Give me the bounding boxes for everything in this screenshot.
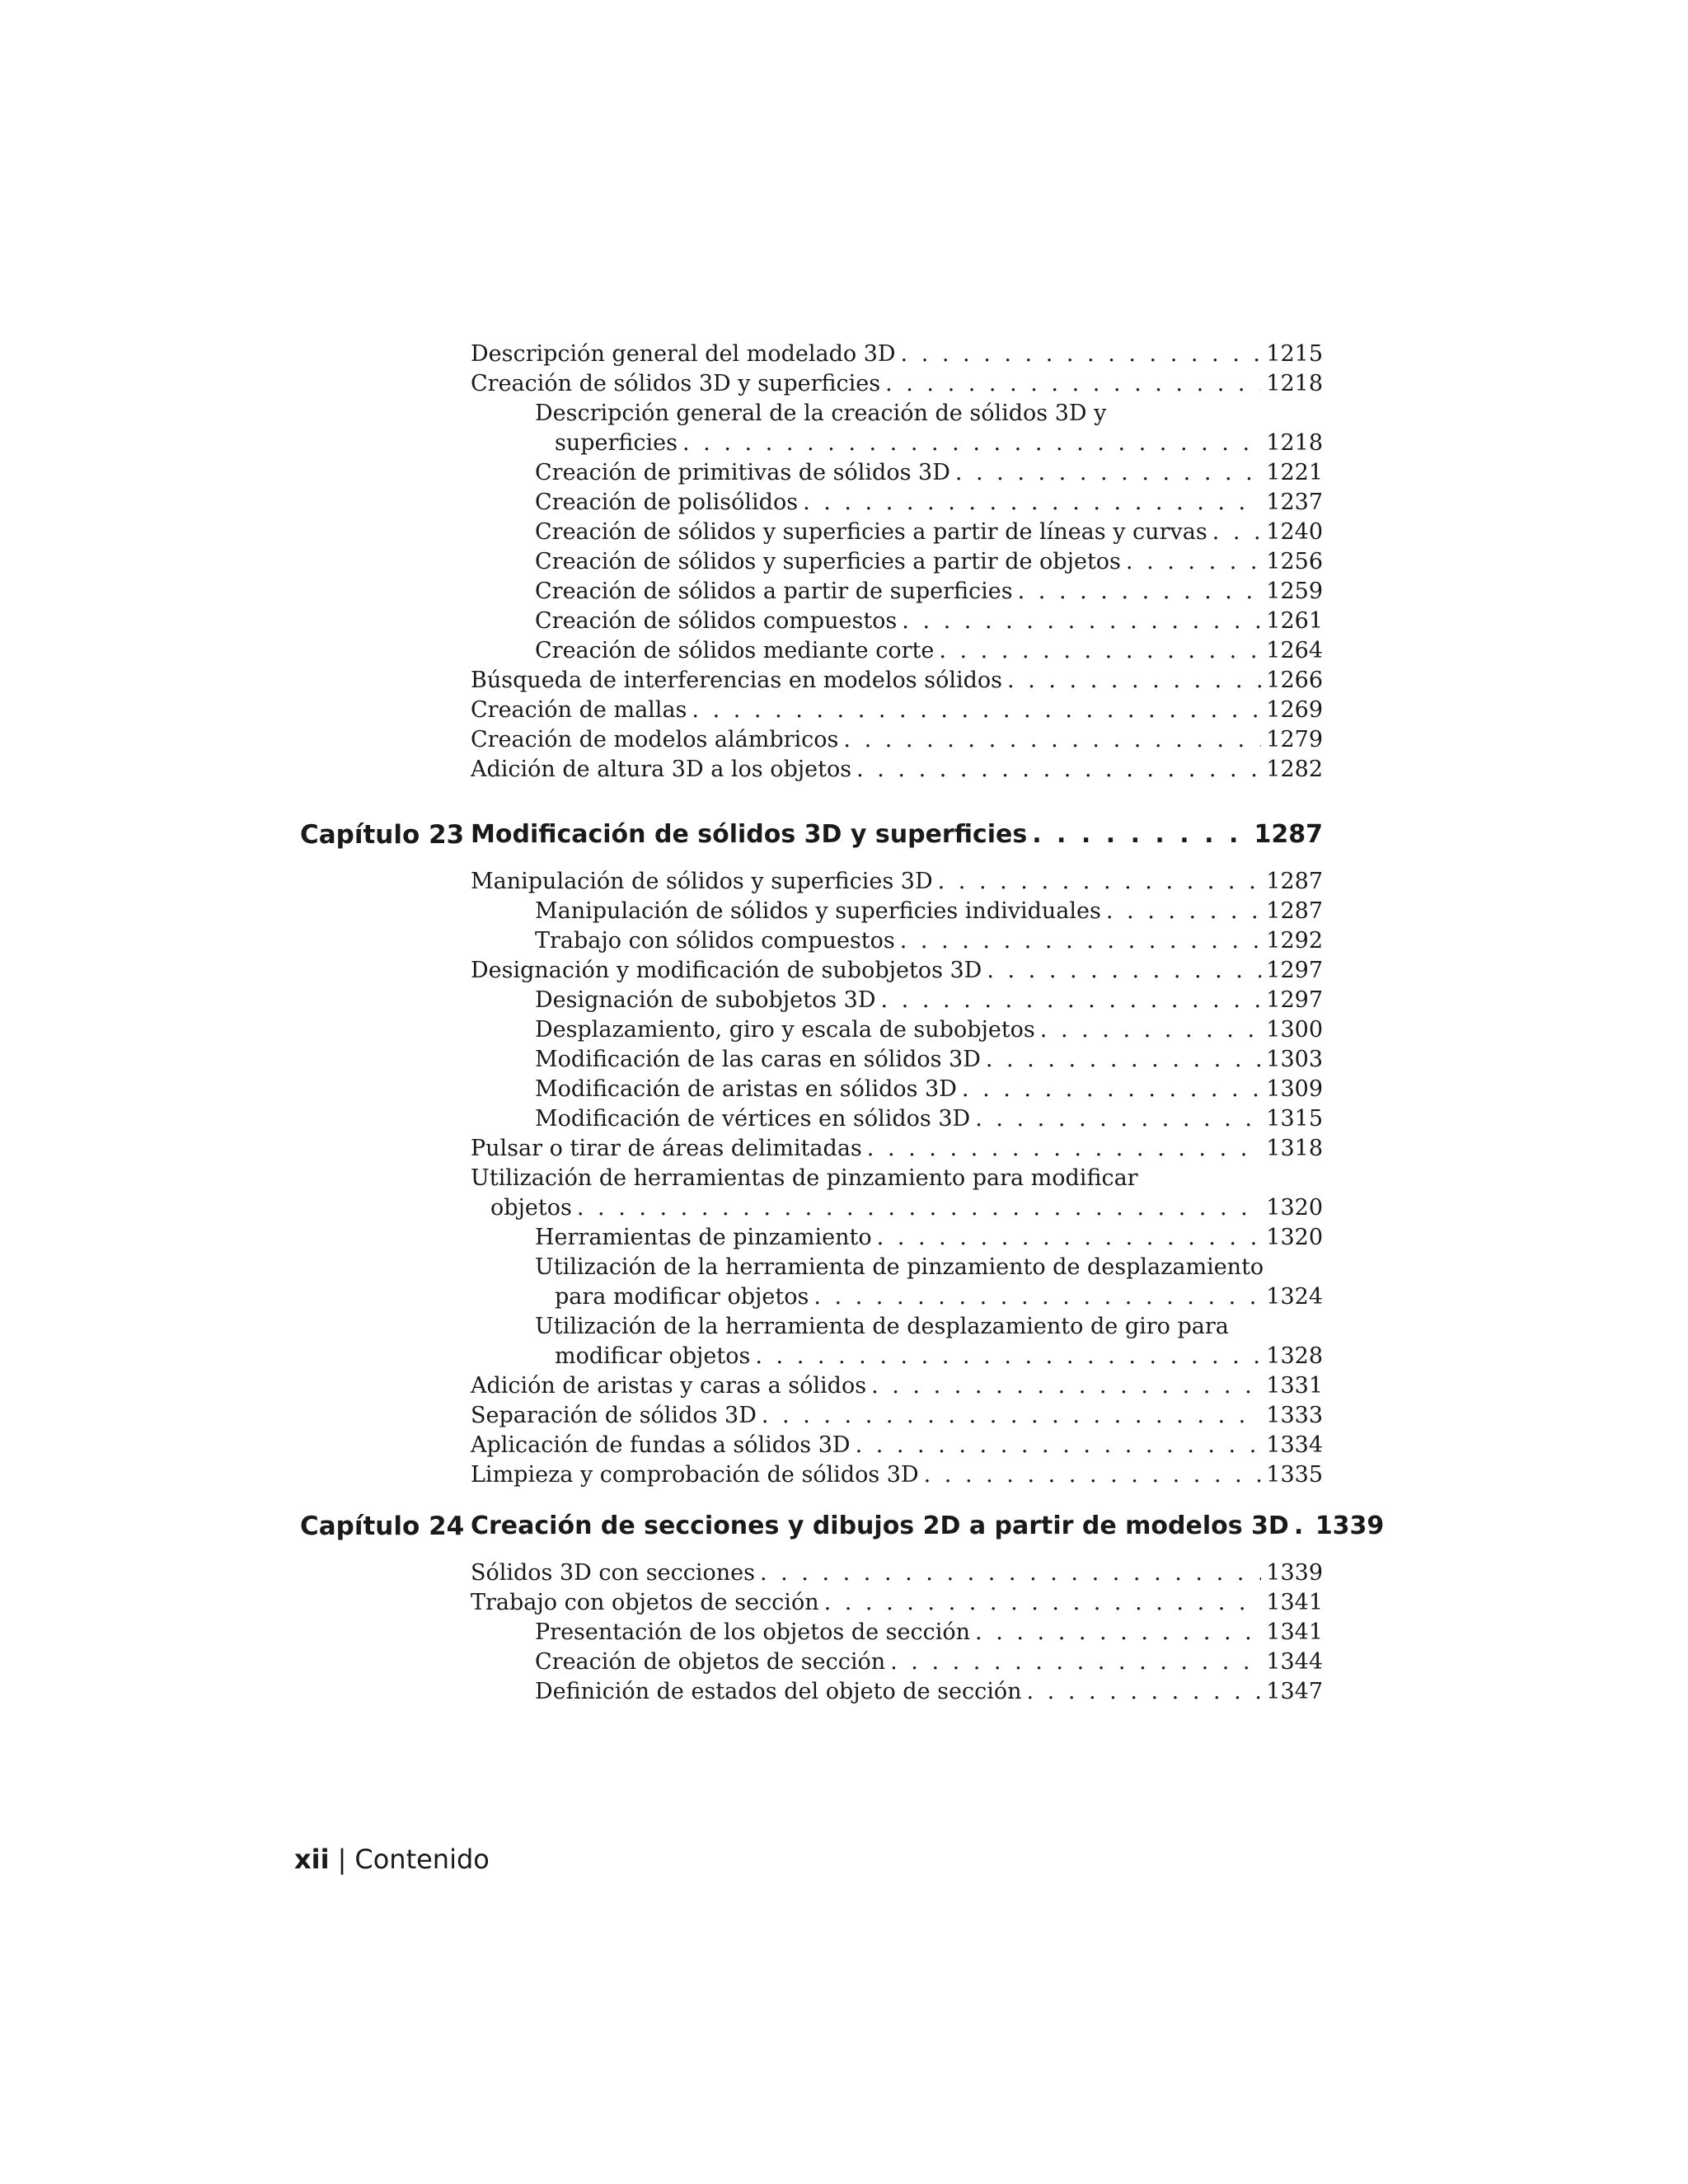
toc-entry-title: Desplazamiento, giro y escala de subobjetos: [535, 1017, 1035, 1043]
toc-entry-title: Presentación de los objetos de sección: [535, 1619, 971, 1645]
toc-entry: [0, 1223, 1688, 1253]
toc-entry: [0, 458, 1688, 488]
dot-leader: [760, 1558, 1261, 1588]
toc-entry-title: Trabajo con sólidos compuestos: [535, 928, 895, 954]
dot-leader: [975, 1104, 1261, 1134]
dot-leader: [867, 1134, 1262, 1164]
dot-leader: [900, 926, 1262, 956]
toc-entry: [0, 1075, 1688, 1104]
toc-entry-title: Creación de sólidos mediante corte: [535, 638, 935, 663]
dot-leader: [902, 607, 1261, 636]
toc-entry-title: Creación de polisólidos: [535, 490, 799, 515]
toc-entry: [0, 1647, 1688, 1677]
toc-entry-page-number: 1320: [1266, 1195, 1323, 1221]
toc-entry: [0, 1558, 1688, 1588]
dot-leader: [901, 340, 1262, 369]
toc-entry-title: Separación de sólidos 3D: [471, 1403, 757, 1428]
dot-leader: [890, 1647, 1261, 1677]
toc-entry: [0, 666, 1688, 696]
toc-entry: [0, 1618, 1688, 1647]
toc-entry-title: Adición de aristas y caras a sólidos: [471, 1373, 867, 1399]
toc-entry-page-number: 1335: [1266, 1462, 1323, 1488]
footer-separator: |: [337, 1844, 347, 1875]
toc-entry: [0, 636, 1688, 666]
chapter-heading: [0, 1507, 1688, 1558]
dot-leader: [824, 1588, 1262, 1618]
toc-entry-title: Adición de altura 3D a los objetos: [471, 757, 852, 782]
toc-entry: [0, 1677, 1688, 1707]
toc-entry: [0, 926, 1688, 956]
toc-entry-title: Utilización de la herramienta de pinzamiento de desplazamiento: [535, 1254, 1264, 1280]
toc-entry: [0, 1104, 1688, 1134]
toc-entry: [0, 1401, 1688, 1431]
toc-entry-page-number: 1300: [1266, 1017, 1323, 1043]
toc-entry: [0, 488, 1688, 518]
chapter-entries: [0, 1558, 1688, 1707]
dot-leader: [986, 1045, 1261, 1075]
toc-entry-title: Creación de mallas: [471, 697, 687, 723]
toc-entry: [0, 1134, 1688, 1164]
toc-entry-title: Pulsar o tirar de áreas delimitadas: [471, 1136, 862, 1161]
toc-entry-title: Modificación de vértices en sólidos 3D: [535, 1106, 971, 1132]
toc-entry-title: Designación de subobjetos 3D: [535, 987, 876, 1013]
toc-entry-page-number: 1315: [1266, 1106, 1323, 1132]
toc-entry-title: Búsqueda de interferencias en modelos sólidos: [471, 668, 1003, 693]
dot-leader: [1027, 1677, 1262, 1707]
dot-leader: [924, 1460, 1262, 1490]
toc-entry-title: Manipulación de sólidos y superficies individuales: [535, 898, 1101, 924]
toc-entry-page-number: 1279: [1266, 727, 1323, 752]
toc-entry-page-number: 1339: [1266, 1560, 1323, 1586]
toc-entry-page-number: 1331: [1266, 1373, 1323, 1399]
toc-entry-title: Creación de objetos de sección: [535, 1649, 886, 1675]
toc-entry-page-number: 1297: [1266, 987, 1323, 1013]
chapter-entries: [0, 867, 1688, 1490]
toc-entry-title: Utilización de herramientas de pinzamiento para modificar: [471, 1165, 1138, 1191]
toc-entry: [0, 1431, 1688, 1460]
dot-leader: [962, 1075, 1261, 1104]
footer-section-title: Contenido: [354, 1844, 490, 1875]
dot-leader: [1212, 518, 1262, 547]
toc-entry-page-number: 1318: [1266, 1136, 1323, 1161]
toc-entry-page-number: 1240: [1266, 519, 1323, 545]
toc-entry-page-number: 1297: [1266, 958, 1323, 983]
toc-entry: [0, 1312, 1688, 1371]
toc-entry-title: Aplicación de fundas a sólidos 3D: [471, 1432, 851, 1458]
toc-entry-page-number: 1303: [1266, 1047, 1323, 1072]
dot-leader: [1032, 816, 1249, 854]
toc-entry-page-number: 1237: [1266, 490, 1323, 515]
toc-section-continued: [0, 340, 1688, 785]
toc-entry-title: Definición de estados del objeto de sección: [535, 1679, 1022, 1704]
dot-leader: [762, 1401, 1261, 1431]
toc-entry-title: Creación de sólidos compuestos: [535, 608, 898, 634]
toc-entry: [0, 1253, 1688, 1312]
toc-entry-page-number: 1215: [1266, 341, 1323, 367]
dot-leader: [814, 1282, 1261, 1312]
dot-leader: [682, 429, 1261, 458]
toc-entry-title: Limpieza y comprobación de sólidos 3D: [471, 1462, 919, 1488]
toc-chapter-24: [0, 1507, 1688, 1707]
toc-entry-title: Modificación de las caras en sólidos 3D: [535, 1047, 981, 1072]
dot-leader: [938, 867, 1262, 897]
toc-entry-page-number: 1261: [1266, 608, 1323, 634]
toc-entry: [0, 607, 1688, 636]
toc-entry-page-number: 1334: [1266, 1432, 1323, 1458]
dot-leader: [871, 1371, 1261, 1401]
toc-entry-title: Creación de sólidos y superficies a partir de líneas y curvas: [535, 519, 1207, 545]
toc-entry: [0, 1015, 1688, 1045]
dot-leader: [877, 1223, 1262, 1253]
toc-entry: [0, 1371, 1688, 1401]
dot-leader: [955, 458, 1261, 488]
toc-entry-title: Creación de sólidos 3D y superficies: [471, 371, 881, 396]
chapter-label: Capítulo 23: [300, 820, 465, 850]
toc-entry: [0, 696, 1688, 725]
toc-entry-title: Herramientas de pinzamiento: [535, 1225, 872, 1250]
toc-entry-title: Designación y modificación de subobjetos 3D: [471, 958, 982, 983]
toc-entry-page-number: 1341: [1266, 1590, 1323, 1615]
toc-entry: [0, 518, 1688, 547]
toc-entry-page-number: 1287: [1266, 869, 1323, 894]
toc-entry-page-number: 1287: [1266, 898, 1323, 924]
dot-leader: [987, 956, 1261, 986]
toc-entry: [0, 986, 1688, 1015]
toc-entry-page-number: 1324: [1266, 1284, 1323, 1310]
toc-entry-title: Trabajo con objetos de sección: [471, 1590, 819, 1615]
dot-leader: [577, 1193, 1261, 1223]
dot-leader: [1018, 577, 1262, 607]
toc-entry: [0, 867, 1688, 897]
dot-leader: [692, 696, 1261, 725]
toc-entry-page-number: 1266: [1266, 668, 1323, 693]
dot-leader: [856, 755, 1261, 785]
toc-entry-page-number: 1256: [1266, 549, 1323, 574]
chapter-label: Capítulo 24: [300, 1511, 465, 1541]
toc-entry: [0, 1164, 1688, 1223]
dot-leader: [803, 488, 1261, 518]
toc-entry-page-number: 1264: [1266, 638, 1323, 663]
toc-entry-page-number: 1341: [1266, 1619, 1323, 1645]
chapter-page-number: 1287: [1254, 820, 1323, 849]
dot-leader: [881, 986, 1262, 1015]
toc-entry: [0, 399, 1688, 458]
toc-entry: [0, 340, 1688, 369]
chapter-title: Creación de secciones y dibujos 2D a partir de modelos 3D: [471, 1511, 1289, 1540]
chapter-title: Modificación de sólidos 3D y superficies: [471, 820, 1028, 849]
dot-leader: [1040, 1015, 1261, 1045]
dot-leader: [755, 1342, 1261, 1371]
toc-entry: [0, 577, 1688, 607]
chapter-page-number: 1339: [1315, 1511, 1385, 1540]
toc-entry-page-number: 1347: [1266, 1679, 1323, 1704]
toc-chapter-23: [0, 816, 1688, 1490]
toc-entry-page-number: 1218: [1266, 371, 1323, 396]
toc-entry: [0, 897, 1688, 926]
toc-entry-page-number: 1218: [1266, 430, 1323, 456]
dot-leader: [843, 725, 1261, 755]
toc-entry: [0, 956, 1688, 986]
toc-entry-title-continued: modificar objetos: [555, 1343, 751, 1369]
toc-entry-title: Utilización de la herramienta de desplazamiento de giro para: [535, 1314, 1229, 1339]
dot-leader: [975, 1618, 1261, 1647]
toc-entry-page-number: 1309: [1266, 1076, 1323, 1102]
toc-entry: [0, 755, 1688, 785]
dot-leader: [939, 636, 1261, 666]
page-footer: [294, 1841, 490, 1877]
toc-entry-page-number: 1344: [1266, 1649, 1323, 1675]
toc-entry-page-number: 1259: [1266, 579, 1323, 604]
toc-entry-title: Creación de primitivas de sólidos 3D: [535, 460, 950, 485]
toc-entry-title: Creación de modelos alámbricos: [471, 727, 839, 752]
dot-leader: [856, 1431, 1262, 1460]
toc-entry-page-number: 1221: [1266, 460, 1323, 485]
toc-entry-page-number: 1282: [1266, 757, 1323, 782]
toc-entry-title: Creación de sólidos a partir de superficies: [535, 579, 1013, 604]
toc-entry-title-continued: para modificar objetos: [555, 1284, 809, 1310]
toc-entry-title-continued: superficies: [555, 430, 678, 456]
toc-entry-page-number: 1269: [1266, 697, 1323, 723]
dot-leader: [1294, 1507, 1311, 1545]
dot-leader: [1007, 666, 1261, 696]
toc-entry-title: Sólidos 3D con secciones: [471, 1560, 755, 1586]
toc-entry-page-number: 1320: [1266, 1225, 1323, 1250]
dot-leader: [885, 369, 1261, 399]
toc-entry: [0, 1045, 1688, 1075]
toc-entry: [0, 725, 1688, 755]
toc-entry-title: Descripción general del modelado 3D: [471, 341, 896, 367]
toc-entry: [0, 547, 1688, 577]
toc-entry-title: Manipulación de sólidos y superficies 3D: [471, 869, 933, 894]
chapter-heading: [0, 816, 1688, 867]
page-number: xii: [294, 1844, 330, 1875]
toc-entry: [0, 369, 1688, 399]
dot-leader: [1106, 897, 1261, 926]
toc-entry: [0, 1588, 1688, 1618]
toc-entry-page-number: 1333: [1266, 1403, 1323, 1428]
toc-entry-title: Modificación de aristas en sólidos 3D: [535, 1076, 957, 1102]
toc-entry-title-continued: objetos: [490, 1195, 572, 1221]
toc-entry-page-number: 1292: [1266, 928, 1323, 954]
toc-entry: [0, 1460, 1688, 1490]
toc-entry-title: Creación de sólidos y superficies a partir de objetos: [535, 549, 1121, 574]
dot-leader: [1126, 547, 1261, 577]
toc-entry-page-number: 1328: [1266, 1343, 1323, 1369]
toc-entry-title: Descripción general de la creación de sólidos 3D y: [535, 401, 1107, 426]
